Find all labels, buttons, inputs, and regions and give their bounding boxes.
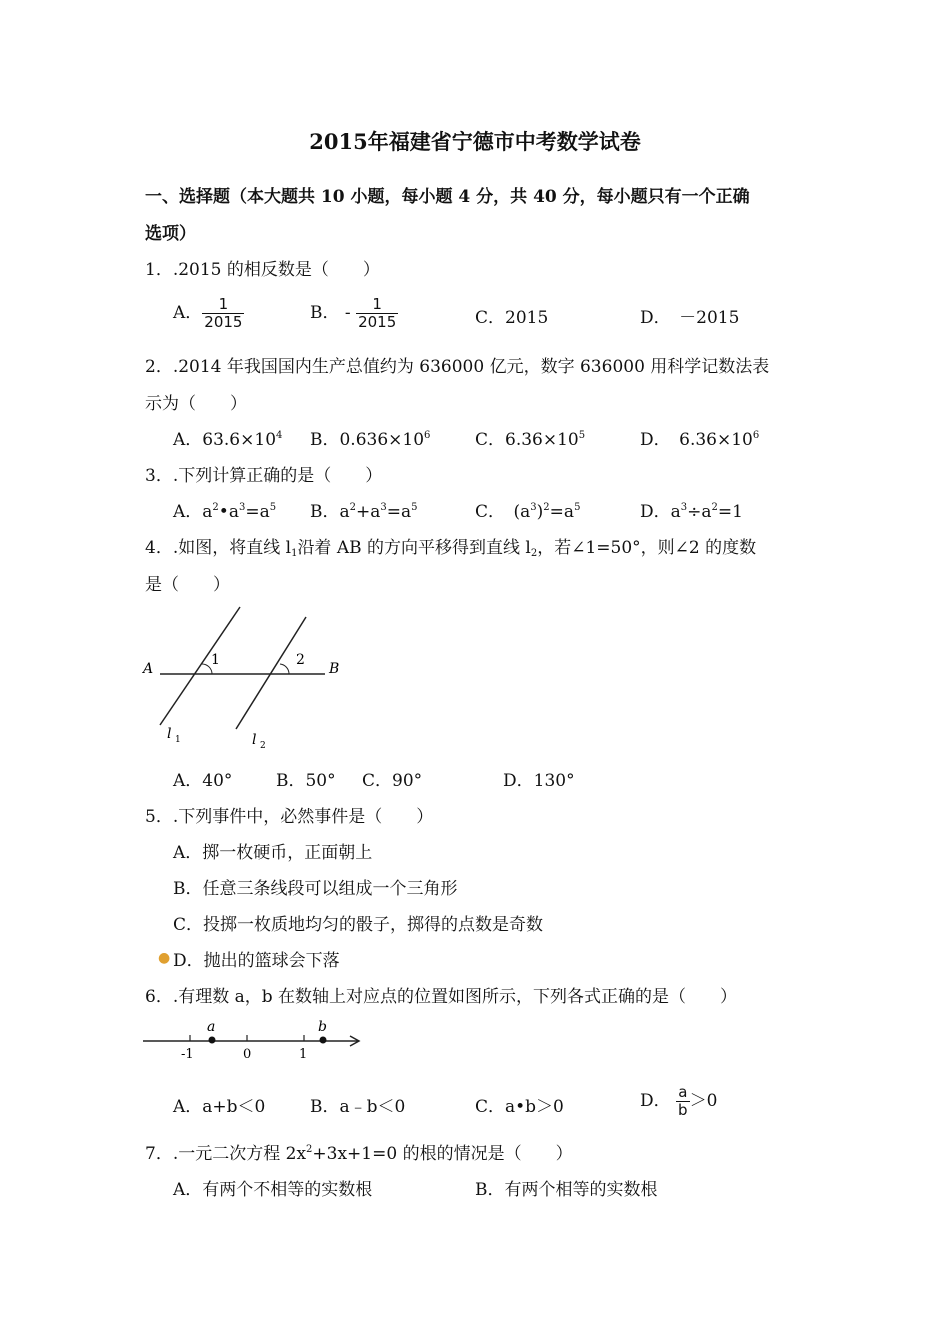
tick-neg1-label: -1 bbox=[181, 1047, 194, 1062]
fraction: $\frac{1}{2015}$ bbox=[358, 295, 397, 331]
point-b bbox=[320, 1037, 327, 1044]
line-l1 bbox=[160, 607, 240, 725]
question-6-stem: 6．.有理数 a，b 在数轴上对应点的位置如图所示，下列各式正确的是（ ） bbox=[145, 987, 738, 1007]
q1-option-b: B． - $\frac{1}{2015}$ bbox=[310, 295, 397, 331]
q4-option-a: A．40° bbox=[173, 771, 233, 791]
question-7-stem: 7．.一元二次方程 $2x^2+3x+1=0$ 的根的情况是（ ） bbox=[145, 1144, 573, 1164]
line-l2 bbox=[236, 617, 306, 729]
q3-option-d: D．$a^3\div a^2=1$ bbox=[640, 502, 743, 522]
tick-1-label: 1 bbox=[299, 1047, 308, 1062]
label-l1-sub: 1 bbox=[175, 735, 181, 745]
question-2-stem-cont: 示为（ ） bbox=[145, 394, 247, 414]
q3-option-a: A．$a^2•a^3=a^5$ bbox=[173, 502, 277, 522]
q7-option-b: B．有两个相等的实数根 bbox=[475, 1180, 658, 1200]
q2-option-a: A．$63.6\times 10^4$ bbox=[173, 430, 283, 450]
q2-option-c: C．$6.36\times 10^5$ bbox=[475, 430, 586, 450]
q2-option-b: B．$0.636\times 10^6$ bbox=[310, 430, 431, 450]
q1-option-a: A． $\frac{1}{2015}$ bbox=[173, 295, 243, 331]
angle-2-arc bbox=[280, 664, 289, 674]
q4-option-c: C．90° bbox=[362, 771, 423, 791]
point-b-label: b bbox=[318, 1019, 327, 1035]
label-l2: l bbox=[252, 732, 257, 748]
question-3-stem: 3．.下列计算正确的是（ ） bbox=[145, 466, 383, 486]
question-5-stem: 5．.下列事件中，必然事件是（ ） bbox=[145, 807, 434, 827]
q5-option-d: D．抛出的篮球会下落 bbox=[173, 951, 340, 971]
angle-1-label: 1 bbox=[211, 652, 220, 668]
section-heading: 一、选择题（本大题共 10 小题，每小题 4 分，共 40 分，每小题只有一个正确 bbox=[145, 187, 750, 207]
question-4-stem-cont: 是（ ） bbox=[145, 575, 230, 595]
label-a: A bbox=[143, 661, 154, 677]
question-2-stem: 2．.2014 年我国国内生产总值约为 636000 亿元，数字 636000 用科学记数法表 bbox=[145, 357, 770, 377]
q6-option-b: B．a﹣b＜0 bbox=[310, 1097, 406, 1117]
q7-option-a: A．有两个不相等的实数根 bbox=[173, 1180, 373, 1200]
fraction: $\frac{a}{b}$ bbox=[678, 1083, 688, 1119]
section-heading-cont: 选项） bbox=[145, 224, 196, 244]
marker-dot: ● bbox=[158, 950, 171, 966]
point-a bbox=[209, 1037, 216, 1044]
q2-option-d: D． $6.36\times 10^6$ bbox=[640, 430, 760, 450]
fraction: $\frac{1}{2015}$ bbox=[204, 295, 243, 331]
q5-option-a: A．掷一枚硬币，正面朝上 bbox=[173, 843, 373, 863]
parallel-lines-figure bbox=[140, 602, 360, 752]
q3-option-b: B．$a^2+a^3=a^5$ bbox=[310, 502, 418, 522]
q3-option-c: C． $(a^3)^2=a^5$ bbox=[475, 502, 581, 522]
q5-option-c: C．投掷一枚质地均匀的骰子，掷得的点数是奇数 bbox=[173, 915, 544, 935]
question-1-stem: 1．.2015 的相反数是（ ） bbox=[145, 260, 380, 280]
question-4-stem: 4．.如图，将直线 $l_1$沿着 AB 的方向平移得到直线 $l_2$，若∠1=50°，则∠2 的度数 bbox=[145, 538, 757, 559]
label-l1: l bbox=[167, 726, 172, 742]
angle-2-label: 2 bbox=[296, 652, 305, 668]
q6-option-a: A．a+b＜0 bbox=[173, 1097, 266, 1117]
point-a-label: a bbox=[207, 1019, 216, 1035]
q6-option-d: D． $\frac{a}{b}$ ＞0 bbox=[640, 1083, 718, 1119]
page-title: 2015年福建省宁德市中考数学试卷 bbox=[309, 129, 641, 154]
q5-option-b: B．任意三条线段可以组成一个三角形 bbox=[173, 879, 458, 899]
tick-0-label: 0 bbox=[243, 1047, 252, 1062]
q4-option-d: D．130° bbox=[503, 771, 575, 791]
number-line-figure bbox=[140, 1016, 370, 1066]
q6-option-c: C．a•b＞0 bbox=[475, 1097, 564, 1117]
q1-option-d: D． －2015 bbox=[640, 308, 740, 328]
q1-option-c: C．2015 bbox=[475, 308, 549, 328]
label-l2-sub: 2 bbox=[260, 741, 266, 751]
label-b: B bbox=[329, 661, 340, 677]
q4-option-b: B．50° bbox=[276, 771, 336, 791]
